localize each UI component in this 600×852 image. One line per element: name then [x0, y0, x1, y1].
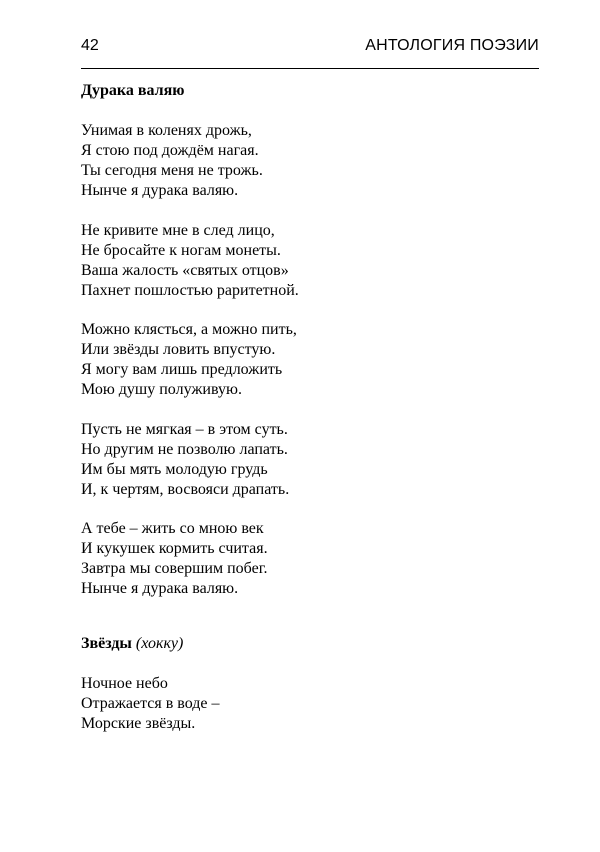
- poem-line: Не бросайте к ногам монеты.: [81, 241, 281, 259]
- page-header: [81, 36, 539, 58]
- poem-line: И, к чертям, восвояси драпать.: [81, 480, 290, 498]
- poem-line: Или звёзды ловить впустую.: [81, 341, 276, 358]
- poem: [81, 81, 299, 619]
- poem-line: Отражается в воде –: [81, 695, 220, 712]
- poem-line: Ночное небо: [81, 675, 168, 692]
- poem-subtitle: (хокку): [135, 635, 184, 652]
- poem-line: Ты сегодня меня не трожь.: [81, 162, 263, 179]
- poem-line: Не кривите мне в след лицо,: [81, 221, 275, 239]
- stanza: [81, 221, 299, 301]
- poem-line: Но другим не позволю лапать.: [81, 440, 288, 458]
- poem-title: Дурака валяю: [81, 82, 185, 99]
- poem-line: Унимая в коленях дрожь,: [81, 122, 252, 139]
- poem-line: Ваша жалость «святых отцов»: [81, 261, 289, 279]
- stanza: [81, 320, 299, 400]
- poem-line: Можно клясться, а можно пить,: [81, 321, 297, 338]
- poem-title-text: Звёзды: [81, 635, 132, 652]
- poem-line: Морские звёзды.: [81, 715, 196, 732]
- poem-line: Мою душу полуживую.: [81, 381, 242, 398]
- poem-line: Завтра мы совершим побег.: [81, 560, 268, 577]
- poem-line: И кукушек кормить считая.: [81, 540, 268, 557]
- poem-line: А тебе – жить со мною век: [81, 520, 264, 537]
- poem-line: Пахнет пошлостью раритетной.: [81, 281, 299, 299]
- poem-title: [81, 634, 220, 654]
- poem-line: Я могу вам лишь предложить: [81, 361, 283, 378]
- poem-line: Им бы мять молодую грудь: [81, 460, 268, 478]
- stanza: [81, 121, 299, 201]
- stanza: [81, 420, 299, 500]
- stanza: [81, 519, 299, 599]
- poem-line: Нынче я дурака валяю.: [81, 182, 239, 199]
- poem-line: Пусть не мягкая – в этом суть.: [81, 420, 288, 438]
- poem: [81, 634, 220, 734]
- stanza: [81, 674, 220, 734]
- page-number: 42: [81, 37, 99, 54]
- poem-line: Я стою под дождём нагая.: [81, 142, 259, 159]
- running-title: АНТОЛОГИЯ ПОЭЗИИ: [365, 37, 539, 54]
- poem-line: Нынче я дурака валяю.: [81, 580, 239, 597]
- header-divider: [81, 68, 539, 69]
